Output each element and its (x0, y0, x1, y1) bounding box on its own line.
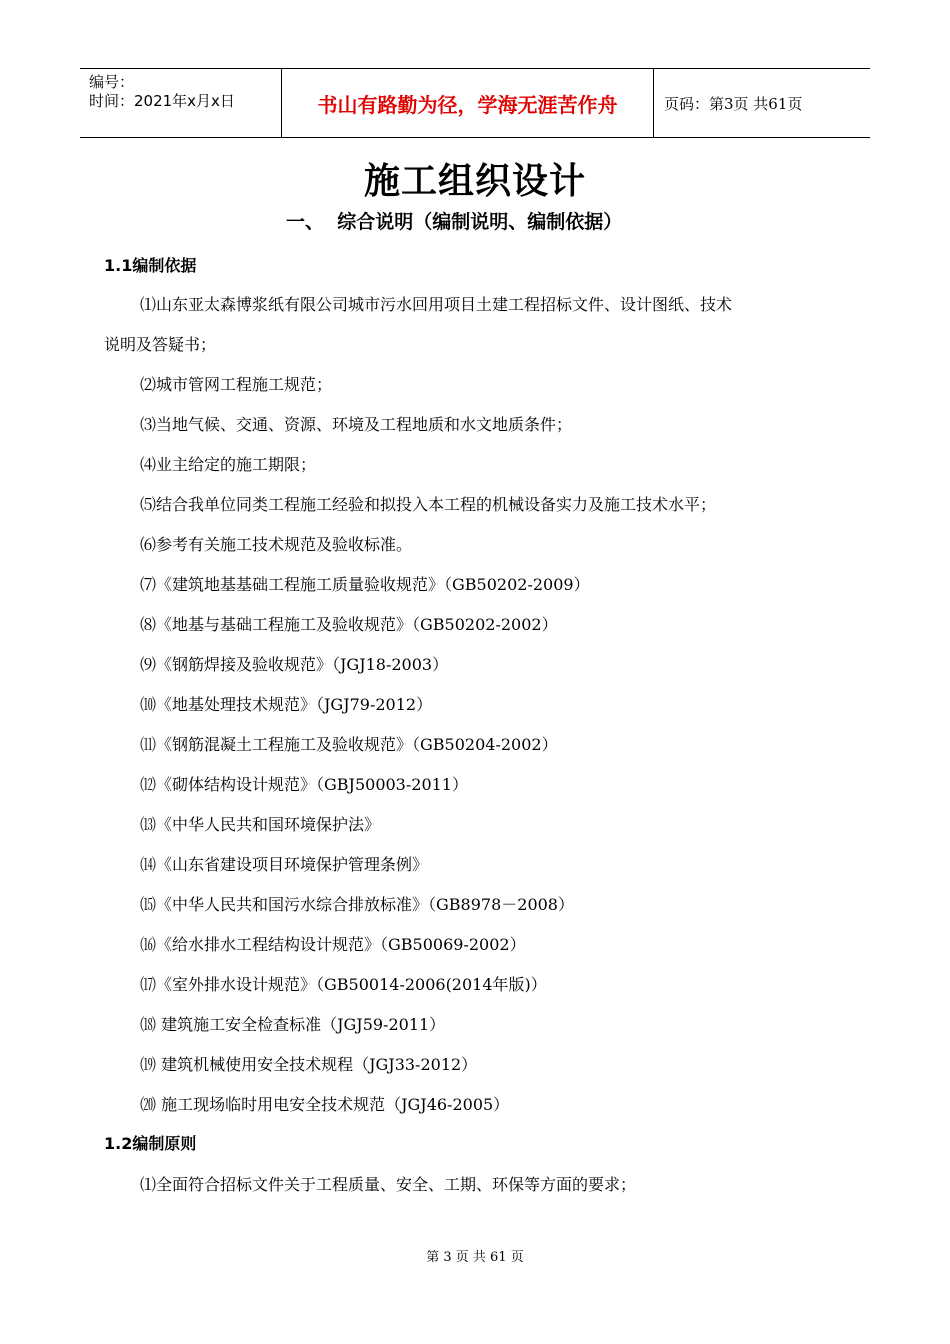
list-item: ⑶当地气候、交通、资源、环境及工程地质和水文地质条件； (140, 415, 573, 434)
list-item: ⑴全面符合招标文件关于工程质量、安全、工期、环保等方面的要求； (140, 1175, 637, 1194)
document-title: 施工组织设计 (363, 161, 586, 202)
list-item: ⑻《地基与基础工程施工及验收规范》（GB50202-2002） (140, 615, 558, 634)
list-item: ⑵城市管网工程施工规范； (140, 375, 333, 394)
list-item: ⑴山东亚太森博浆纸有限公司城市污水回用项目土建工程招标文件、设计图纸、技术 (140, 295, 733, 314)
list-item: ⑾《钢筋混凝土工程施工及验收规范》（GB50204-2002） (140, 735, 558, 754)
document-subtitle: 一、 综合说明（编制说明、编制依据） (286, 211, 623, 233)
section-heading-1-2: 1.2编制原则 (104, 1134, 197, 1153)
number-label: 编号： (89, 73, 135, 91)
list-item: ⒂《中华人民共和国污水综合排放标准》（GB8978－2008） (140, 895, 574, 914)
header-left-cell (80, 69, 281, 137)
list-item: ⑽《地基处理技术规范》（JGJ79-2012） (140, 695, 433, 714)
list-item: ⒅ 建筑施工安全检查标准（JGJ59-2011） (140, 1015, 446, 1034)
list-item: ⑹参考有关施工技术规范及验收标准。 (140, 535, 413, 554)
section-heading-1-1: 1.1编制依据 (104, 256, 197, 275)
motto: 书山有路勤为径，学海无涯苦作舟 (281, 69, 654, 137)
header-table (80, 68, 870, 138)
list-item: ⒁《山东省建设项目环境保护管理条例》 (140, 855, 429, 874)
list-item: ⑿《砌体结构设计规范》（GBJ50003-2011） (140, 775, 468, 794)
page-info: 页码：第3页 共61页 (664, 94, 803, 113)
list-item: ⑸结合我单位同类工程施工经验和拟投入本工程的机械设备实力及施工技术水平； (140, 495, 717, 514)
list-item: ⑼《钢筋焊接及验收规范》（JGJ18-2003） (140, 655, 449, 674)
list-item: 说明及答疑书； (104, 335, 217, 354)
list-item: ⑺《建筑地基基础工程施工质量验收规范》（GB50202-2009） (140, 575, 590, 594)
list-item: ⒃《给水排水工程结构设计规范》（GB50069-2002） (140, 935, 526, 954)
page-footer: 第 3 页 共 61 页 (426, 1250, 524, 1265)
list-item: ⑷业主给定的施工期限； (140, 455, 317, 474)
list-item: ⒀《中华人民共和国环境保护法》 (140, 815, 381, 834)
time-label: 时间：2021年x月x日 (89, 92, 235, 110)
list-item: ⒆ 建筑机械使用安全技术规程（JGJ33-2012） (140, 1055, 478, 1074)
list-item: ⒄《室外排水设计规范》（GB50014-2006(2014年版)） (140, 975, 547, 994)
list-item: ⒇ 施工现场临时用电安全技术规范（JGJ46-2005） (140, 1095, 510, 1114)
